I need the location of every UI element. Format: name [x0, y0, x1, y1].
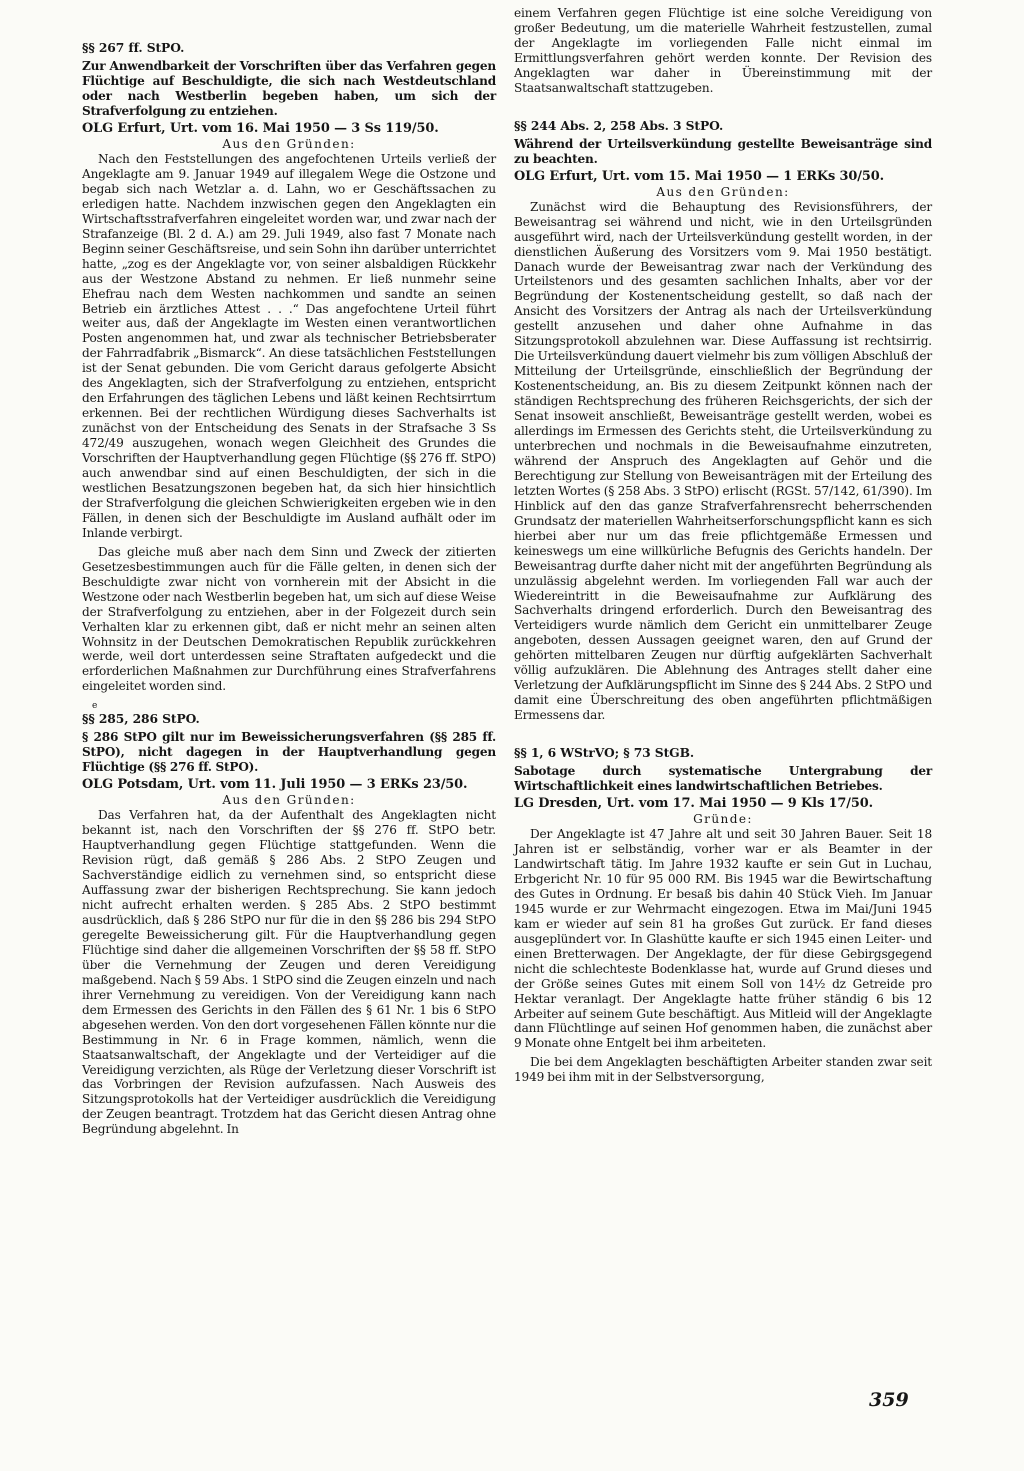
body-paragraph: Die bei dem Angeklagten beschäftigten Arbeiter standen zwar seit 1949 bei ihm mit in der Selbstversorgung, — [514, 1055, 932, 1085]
court-citation: OLG Potsdam, Urt. vom 11. Juli 1950 — 3 ERKs 23/50. — [82, 777, 468, 793]
body-paragraph: Der Angeklagte ist 47 Jahre alt und seit 30 Jahren Bauer. Seit 18 Jahren ist er selbständig, vorher war er als Beamter in der Landwirtschaft tätig. Im Jahre 1932 kaufte er sein Gut in Luchau, Erbgericht Nr. 10 für 95 000 RM. Bis 1945 war die Bewirtschaftung des Gutes in Ordnung. Er besaß bis dahin 40 Stück Vieh. Im Januar 1945 wurde er zur Wehrmacht eingezogen. Etwa im Mai/Juni 1945 kam er wieder auf sein 81 ha großes Gut zurück. Er fand dieses ausgeplündert vor. In Glashütte kaufte er sich 1945 einen Leiter- und einen Bretterwagen. Der Angeklagte, der für diese Gebirgsgegend nicht die schlechteste Bodenklasse hat, wurde auf Grund dieses und der Größe seines Gutes mit einem Soll von 14½ dz Getreide pro Hektar veranlagt. Der Angeklagte hatte früher ständig 6 bis 12 Arbeiter auf seinem Gute beschäftigt. Aus Mitleid will der Angeklagte dann Flüchtlinge auf seinen Hof genommen haben, die zunächst aber 9 Monate ohne Entgelt bei ihm arbeiteten. — [514, 827, 932, 1051]
body-paragraph: Zunächst wird die Behauptung des Revisionsführers, der Beweisantrag sei während und nicht, wie in den Urteilsgründen ausgeführt wird, nach der Urteilsverkündung gestellt worden, in der dienstlichen Äußerung des Vorsitzers vom 9. Mai 1950 bestätigt. Danach wurde der Beweisantrag zwar nach der Verkündung des Urteilstenors und des gesamten sachlichen Inhalts, aber vor der Begründung der Kostenentscheidung gestellt, so daß nach der Ansicht des Vorsitzers der Antrag als nach der Urteilsverkündung gestellt anzusehen und daher ohne Aufnahme in das Sitzungsprotokoll abzulehnen war. Diese Auffassung ist rechtsirrig. Die Urteilsverkündung dauert vielmehr bis zum völligen Abschluß der Mitteilung der Urteilsgründe, einschließlich der Begründung der Kostenentscheidung, an. Bis zu diesem Zeitpunkt können nach der ständigen Rechtsprechung des früheren Reichsgerichts, der sich der Senat insoweit anschließt, Beweisanträge gestellt werden, wobei es allerdings im Ermessen des Gerichts steht, die Urteilsverkündung zu unterbrechen und nochmals in die Beweisaufnahme einzutreten, während der Anspruch des Angeklagten auf Gehör und die Berechtigung zur Stellung von Beweisanträgen mit der Erteilung des letzten Wortes (§ 258 Abs. 3 StPO) erlischt (RGSt. 57/142, 61/390). Im Hinblick auf den das ganze Strafverfahrensrecht beherrschenden Grundsatz der materiellen Wahrheitserforschungspflicht kann es sich hierbei aber nur um das freie pflichtgemäße Ermessen und keineswegs um eine willkürliche Befugnis des Gerichts handeln. Der Beweisantrag durfte daher nicht mit der angeführten Begründung als unzulässig abgelehnt werden. Im vorliegenden Fall war auch der Wiedereintritt in die Beweisaufnahme zur Aufklärung des Sachverhalts dringend erforderlich. Durch den Beweisantrag des Verteidigers wurde nämlich dem Gericht ein unmittelbarer Zeuge angeboten, dessen Aussagen geeignet waren, den auf Grund der gehörten mittelbaren Zeugen nur dürftig aufgeklärten Sachverhalt völlig aufzuklären. Die Ablehnung des Antrages stellt daher eine Verletzung der Aufklärungspflicht im Sinne des § 244 Abs. 2 StPO und damit eine Überschreitung des oben angeführten pflichtmäßigen Ermessens dar. — [514, 199, 932, 723]
statute-reference: §§ 285, 286 StPO. — [82, 711, 200, 727]
continued-paragraph: einem Verfahren gegen Flüchtige ist eine solche Vereidigung von großer Bedeutung, um die materielle Wahrheit festzustellen, zumal der Angeklagte im vorliegenden Falle nicht einmal im Ermittlungsverfahren gehört werden konnte. Der Revision des Angeklagten war daher in Übereinstimmung mit der Staatsanwaltschaft stattzugeben. — [514, 6, 932, 95]
statute-reference: §§ 1, 6 WStrVO; § 73 StGB. — [514, 745, 695, 761]
headnote: Sabotage durch systematische Untergrabung der Wirtschaftlichkeit eines landwirtschaftlichen Betriebes. — [514, 764, 932, 794]
left-column — [82, 40, 496, 1137]
statute-reference: §§ 267 ff. StPO. — [82, 40, 185, 55]
decision-wstrvo-stgb — [514, 745, 932, 1085]
decision-285-286-stpo — [82, 702, 496, 1137]
section-subheading: Aus den Gründen: — [222, 793, 356, 808]
stray-mark: e — [92, 701, 98, 712]
headnote: Zur Anwendbarkeit der Vorschriften über das Verfahren gegen Flüchtige auf Beschuldigte, die sich nach Westdeutschland oder nach Westberlin begeben haben, um sich der Strafverfolgung zu entziehen. — [82, 59, 496, 118]
body-paragraph: Das gleiche muß aber nach dem Sinn und Zweck der zitierten Gesetzesbestimmungen auch für die Fälle gelten, in denen sich der Beschuldigte zwar nicht von vornherein mit der Absicht in die Westzone oder nach Westberlin begeben hat, um sich auf diese Weise der Strafverfolgung zu entziehen, aber in der Folgezeit durch sein Verhalten klar zu erkennen gibt, daß er nicht mehr an seinen alten Wohnsitz in der Deutschen Demokratischen Republik zurückkehren werde, weil dort unterdessen seine Straftaten aufgedeckt und die erforderlichen Maßnahmen zur Durchführung eines Strafverfahrens eingeleitet worden sind. — [82, 544, 496, 694]
page-number: 359 — [869, 1389, 909, 1411]
headnote: § 286 StPO gilt nur im Beweissicherungsverfahren (§§ 285 ff. StPO), nicht dagegen in der Hauptverhandlung gegen Flüchtige (§§ 276 ff. StPO). — [82, 730, 496, 775]
body-paragraph: Das Verfahren hat, da der Aufenthalt des Angeklagten nicht bekannt ist, nach den Vorschriften der §§ 276 ff. StPO betr. Hauptverhandlung gegen Flüchtige stattgefunden. Wenn die Revision rügt, daß gemäß § 286 Abs. 2 StPO Zeugen und Sachverständige eidlich zu vernehmen sind, so entspricht diese Auffassung zwar der bisherigen Rechtsprechung. Sie kann jedoch nicht aufrecht erhalten werden. § 285 Abs. 2 StPO bestimmt ausdrücklich, daß § 286 StPO nur für die in den §§ 286 bis 294 StPO geregelte Beweissicherung gilt. Für die Hauptverhandlung gegen Flüchtige sind daher die allgemeinen Vorschriften der §§ 58 ff. StPO über die Vernehmung der Zeugen und deren Vereidigung maßgebend. Nach § 59 Abs. 1 StPO sind die Zeugen einzeln und nach ihrer Vernehmung zu vereidigen. Von der Vereidigung kann nach dem Ermessen des Gerichts in den Fällen des § 61 Nr. 1 bis 6 StPO abgesehen werden. Von den dort vorgesehenen Fällen könnte nur die Bestimmung in Nr. 6 in Frage kommen, nämlich, wenn die Staatsanwaltschaft, der Angeklagte und der Verteidiger auf die Vereidigung verzichten, als Rüge der Verletzung dieser Vorschrift ist das Vorbringen der Revision aufzufassen. Nach Ausweis des Sitzungsprotokolls hat der Verteidiger ausdrücklich die Vereidigung der Zeugen beantragt. Trotzdem hat das Gericht diesen Antrag ohne Begründung abgelehnt. In — [82, 808, 496, 1137]
headnote: Während der Urteilsverkündung gestellte Beweisanträge sind zu beachten. — [514, 136, 932, 166]
court-citation: LG Dresden, Urt. vom 17. Mai 1950 — 9 Kls 17/50. — [514, 796, 873, 812]
court-citation: OLG Erfurt, Urt. vom 15. Mai 1950 — 1 ERKs 30/50. — [514, 168, 885, 184]
section-subheading: Gründe: — [693, 812, 753, 827]
section-subheading: Aus den Gründen: — [656, 184, 790, 199]
court-citation: OLG Erfurt, Urt. vom 16. Mai 1950 — 3 Ss 119/50. — [82, 121, 439, 136]
statute-reference: §§ 244 Abs. 2, 258 Abs. 3 StPO. — [514, 117, 724, 133]
body-paragraph: Nach den Feststellungen des angefochtenen Urteils verließ der Angeklagte am 9. Januar 1949 auf illegalem Wege die Ostzone und begab sich nach Wetzlar a. d. Lahn, wo er Geschäftssachen zu erledigen hatte. Nachdem inzwischen gegen den Angeklagten ein Wirtschaftsstrafverfahren eingeleitet worden war, und zwar nach der Strafanzeige (Bl. 2 d. A.) am 29. Juli 1949, also fast 7 Monate nach Beginn seiner Geschäftsreise, und sein Sohn ihn darüber unterrichtet hatte, „zog es der Angeklagte vor, von seiner alsbaldigen Rückkehr aus der Westzone Abstand zu nehmen. Er ließ nunmehr seine Ehefrau nach dem Westen nachkommen und sandte an seinen Betrieb ein ärztliches Attest . . .“ Das angefochtene Urteil führt weiter aus, daß der Angeklagte im Westen einen verantwortlichen Posten angenommen hat, und zwar als technischer Betriebsberater der Fahrradfabrik „Bismarck“. An diese tatsächlichen Feststellungen ist der Senat gebunden. Die vom Gericht daraus gefolgerte Absicht des Angeklagten, sich der Strafverfolgung zu entziehen, entspricht den Erfahrungen des täglichen Lebens und läßt keinen Rechtsirrtum erkennen. Bei der rechtlichen Würdigung dieses Sachverhalts ist zunächst von der Entscheidung des Senats in der Strafsache 3 Ss 472/49 auszugehen, wonach wegen Gleichheit des Grundes die Vorschriften der Hauptverhandlung gegen Flüchtige (§§ 276 ff. StPO) auch anwendbar sind auf einen Beschuldigten, der sich in die westlichen Besatzungszonen begeben hat, da sich hier hinsichtlich der Strafverfolgung die gleichen Schwierigkeiten ergeben wie in den Fällen, in denen sich der Beschuldigte im Ausland aufhält oder im Inlande verbirgt. — [82, 152, 496, 540]
section-subheading: Aus den Gründen: — [222, 137, 356, 151]
decision-244-258-stpo — [514, 118, 932, 723]
decision-267-stpo — [82, 40, 496, 694]
right-column — [514, 6, 932, 1085]
